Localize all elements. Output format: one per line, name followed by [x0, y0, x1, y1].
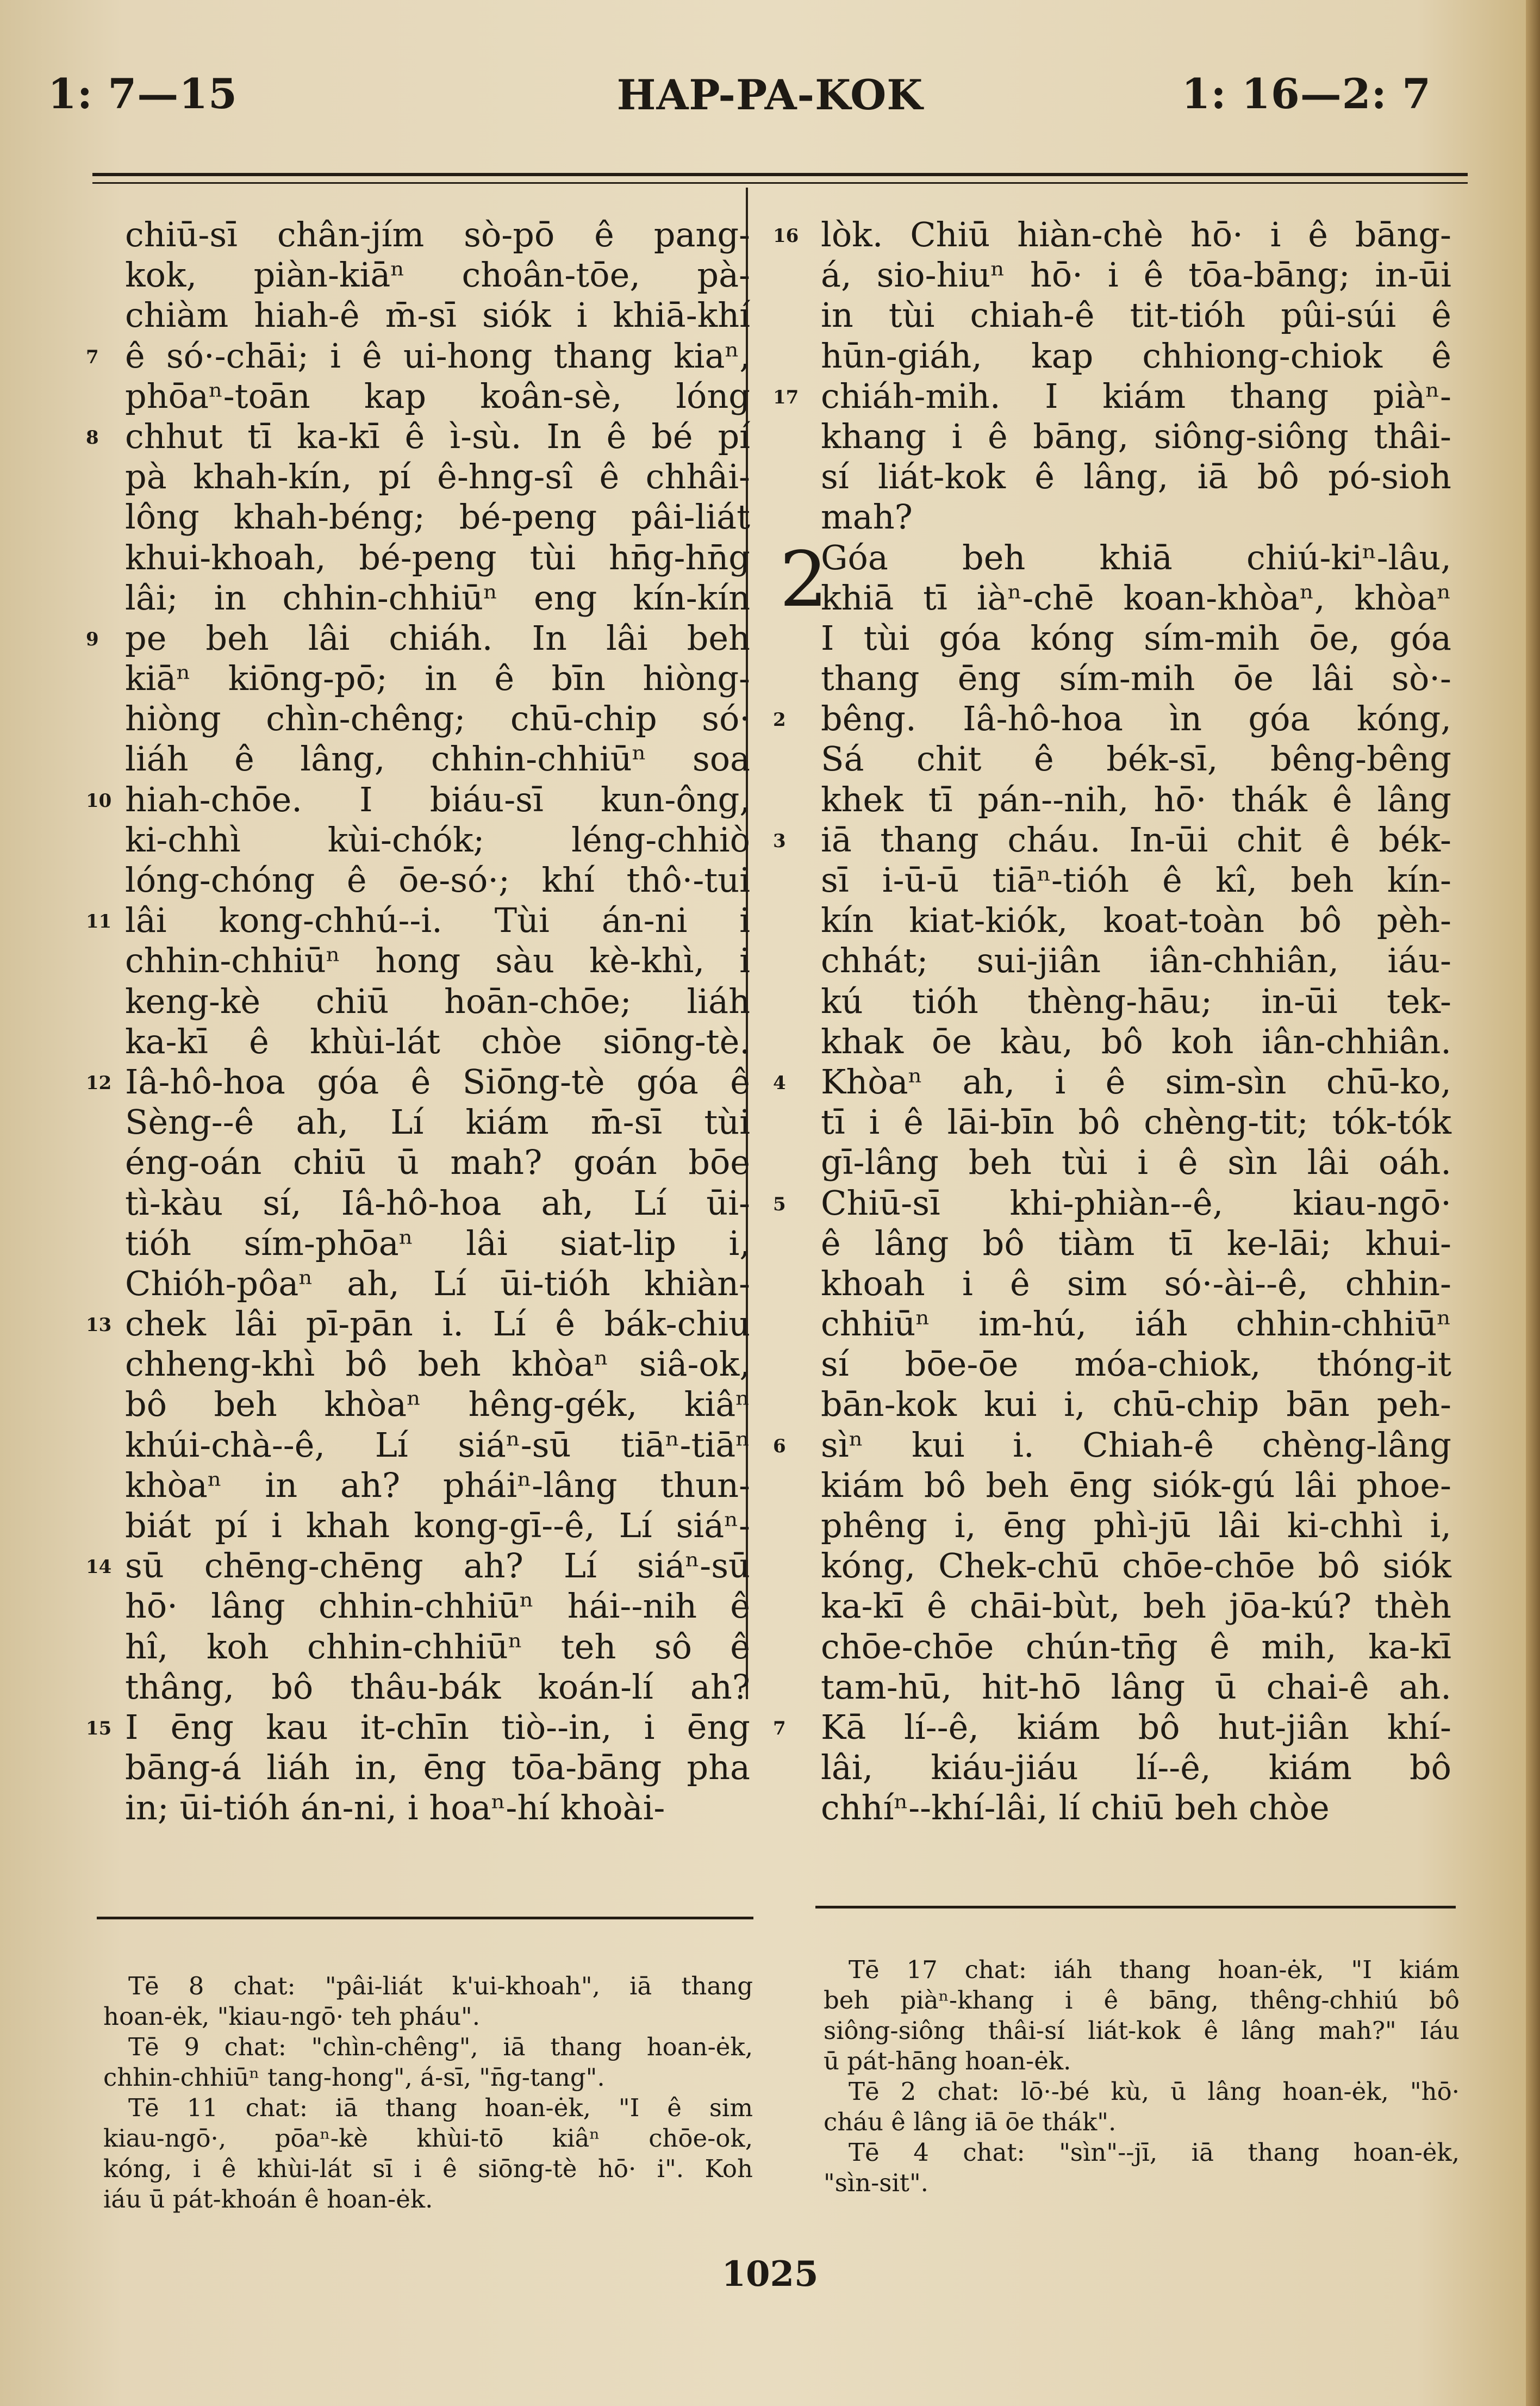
line-text: á, sio-hiuⁿ hō· i ê tōa-bāng; in-ūi [821, 255, 1451, 295]
line-text: bān-kok kui i, chū-chip bān peh- [821, 1384, 1451, 1425]
line-text: bāng-á liáh in, ēng tōa-bāng pha [125, 1748, 750, 1788]
text-line [821, 336, 1451, 376]
line-text: hūn-giáh, kap chhiong-chiok ê [821, 335, 1451, 376]
line-text: mah? [821, 497, 913, 537]
text-line [125, 1102, 750, 1142]
text-line [773, 1425, 1451, 1465]
text-line [773, 376, 1451, 416]
line-text: bêng. Iâ-hô-hoa ìn góa kóng, [821, 699, 1451, 739]
text-line [125, 941, 750, 981]
line-text: ê lâng bô tiàm tī ke-lāi; khui- [821, 1223, 1451, 1263]
footnote-line: cháu ê lâng iā ōe thák". [824, 2107, 1117, 2136]
footnote-line: "sìn-sit". [824, 2168, 928, 2197]
line-text: chiáh-mih. I kiám thang piàⁿ- [821, 376, 1451, 416]
line-text: Iâ-hô-hoa góa ê Siōng-tè góa ê [125, 1061, 750, 1102]
left-column-text [86, 215, 750, 1846]
text-line [125, 1465, 750, 1506]
line-text: thâng, bô thâu-bák koán-lí ah? [125, 1667, 750, 1707]
line-text: kiāⁿ kiōng-pō; in ê bīn hiòng- [125, 658, 750, 699]
line-text: sí liát-kok ê lâng, iā bô pó-sioh [821, 457, 1451, 497]
line-text: ki-chhì kùi-chók; léng-chhiò [125, 819, 750, 860]
line-text: hiah-chōe. I biáu-sī kun-ông, [125, 779, 750, 819]
line-text: lâi, kiáu-jiáu lí--ê, kiám bô [821, 1748, 1451, 1788]
text-line [821, 1506, 1451, 1546]
text-line [125, 981, 750, 1022]
text-line [821, 1264, 1451, 1304]
text-line [773, 1183, 1451, 1223]
line-text: pe beh lâi chiáh. In lâi beh [125, 618, 750, 658]
footnote-line: Tē 11 chat: iā thang hoan-ėk, "I ê sim [128, 2093, 753, 2122]
text-line [821, 618, 1451, 658]
line-text: kok, piàn-kiāⁿ choân-tōe, pà- [125, 255, 750, 295]
text-line [125, 1264, 750, 1304]
text-line [821, 658, 1451, 699]
line-text: phêng i, ēng phì-jū lâi ki-chhì i, [821, 1506, 1451, 1545]
verse-number: 5 [773, 1193, 786, 1215]
text-line [125, 457, 750, 497]
line-text: khang i ê bāng, siông-siông thâi- [821, 416, 1451, 456]
text-line [86, 1304, 750, 1344]
line-text: Góa beh khiā chiú-kiⁿ-lâu, [821, 537, 1451, 577]
text-line [125, 578, 750, 618]
text-line [125, 1748, 750, 1788]
text-line [773, 819, 1451, 860]
text-line [86, 1546, 750, 1586]
text-line [86, 900, 750, 941]
footnote-line: Tē 8 chat: "pâi-liát k'ui-khoah", iā thang [128, 1972, 753, 2000]
verse-number: 15 [86, 1717, 112, 1739]
text-line [86, 335, 750, 376]
running-head-right: 1: 16—2: 7 [1181, 70, 1431, 118]
text-line [821, 416, 1451, 457]
text-line [125, 1022, 750, 1062]
footnotes-left [103, 1971, 753, 2215]
text-line [125, 1506, 750, 1546]
text-line [125, 1667, 750, 1707]
text-line [821, 1022, 1451, 1062]
text-line [821, 1465, 1451, 1506]
text-line [125, 658, 750, 699]
line-text: chhut tī ka-kī ê ì-sù. In ê bé pí [125, 416, 750, 456]
text-line [125, 1183, 750, 1223]
text-line [821, 900, 1451, 941]
line-text: keng-kè chiū hoān-chōe; liáh [125, 981, 750, 1021]
right-column-text [773, 215, 1451, 1846]
text-line [773, 1707, 1451, 1748]
header-rule-thick [92, 173, 1468, 176]
header-rule-thin [92, 182, 1468, 184]
line-text: sī i-ū-ū tiāⁿ-tióh ê kî, beh kín- [821, 860, 1451, 900]
text-line [125, 699, 750, 739]
line-text: khòaⁿ in ah? pháiⁿ-lâng thun- [125, 1465, 750, 1505]
text-line [821, 1627, 1451, 1667]
line-text: chek lâi pī-pān i. Lí ê bák-chiu [125, 1304, 750, 1344]
text-line [125, 215, 750, 255]
line-text: Kā lí--ê, kiám bô hut-jiân khí- [821, 1707, 1451, 1747]
line-text: bô beh khòaⁿ hêng-gék, kiâⁿ [125, 1384, 750, 1425]
line-text: I tùi góa kóng sím-mih ōe, góa [821, 618, 1451, 658]
text-line [125, 1788, 750, 1828]
text-line [125, 1425, 750, 1465]
line-text: khak ōe kàu, bô koh iân-chhiân. [821, 1021, 1451, 1061]
line-text: lóng-chóng ê ōe-só·; khí thô·-tui [125, 860, 750, 900]
text-line [125, 1223, 750, 1264]
footnote-line: kóng, i ê khùi-lát sī i ê siōng-tè hō· i". Koh [103, 2154, 753, 2183]
text-line [125, 538, 750, 578]
text-line [821, 1102, 1451, 1142]
footnote-line: iáu ū pát-khoán ê hoan-ėk. [103, 2185, 433, 2214]
line-text: in tùi chiah-ê tit-tióh pûi-súi ê [821, 295, 1451, 335]
line-text: chiū-sī chân-jím sò-pō ê pang- [125, 215, 750, 254]
line-text: phōaⁿ-toān kap koân-sè, lóng [125, 376, 750, 416]
text-line [125, 739, 750, 779]
text-line [821, 1748, 1451, 1788]
footnote-line: Tē 2 chat: lō·-bé kù, ū lâng hoan-ėk, "hō· [849, 2077, 1460, 2106]
text-line [125, 295, 750, 335]
verse-number: 6 [773, 1435, 786, 1457]
line-text: kú tióh thèng-hāu; in-ūi tek- [821, 981, 1451, 1021]
text-line [821, 1223, 1451, 1264]
text-line [821, 981, 1451, 1022]
text-line [773, 1061, 1451, 1102]
text-line [821, 578, 1451, 618]
text-line [125, 1142, 750, 1183]
footnote-rule-left [97, 1917, 753, 1919]
verse-number: 11 [86, 911, 112, 933]
page-number: 1025 [721, 2254, 819, 2295]
line-text: thang ēng sím-mih ōe lâi sò·- [821, 658, 1451, 699]
verse-number: 3 [773, 830, 786, 852]
text-line [821, 1586, 1451, 1626]
line-text: tī i ê lāi-bīn bô chèng-tit; tók-tók [821, 1102, 1451, 1142]
text-line [125, 1384, 750, 1425]
footnote-line: Tē 17 chat: iáh thang hoan-ėk, "I kiám [849, 1955, 1460, 1984]
line-text: lòk. Chiū hiàn-chè hō· i ê bāng- [821, 215, 1451, 254]
line-text: liáh ê lâng, chhin-chhiūⁿ soa [125, 739, 750, 779]
line-text: lông khah-béng; bé-peng pâi-liát [125, 497, 750, 537]
footnote-line: siông-siông thâi-sí liát-kok ê lâng mah?" Iáu [824, 2016, 1460, 2045]
line-text: khúi-chà--ê, Lí siáⁿ-sū tiāⁿ-tiāⁿ [125, 1425, 750, 1465]
verse-number: 10 [86, 789, 112, 812]
line-text: sìⁿ kui i. Chiah-ê chèng-lâng [821, 1425, 1451, 1465]
line-text: gī-lâng beh tùi i ê sìn lâi oáh. [821, 1142, 1451, 1183]
line-text: chheng-khì bô beh khòaⁿ siâ-ok, [125, 1344, 750, 1384]
footnote-line: kiau-ngō·, pōaⁿ-kè khùi-tō kiâⁿ chōe-ok, [103, 2124, 753, 2153]
line-text: Khòaⁿ ah, i ê sim-sìn chū-ko, [821, 1061, 1451, 1102]
text-line [773, 215, 1451, 255]
footnote-line: chhin-chhiūⁿ tang-hong", á-sī, "n̄g-tang". [103, 2063, 605, 2092]
line-text: biát pí i khah kong-gī--ê, Lí siáⁿ- [125, 1506, 750, 1545]
text-line [821, 1667, 1451, 1707]
text-line [125, 860, 750, 900]
verse-number: 13 [86, 1314, 112, 1336]
footnotes-right [824, 1955, 1460, 2198]
text-line [821, 780, 1451, 820]
line-text: chhíⁿ--khí-lâi, lí chiū beh chòe [821, 1788, 1330, 1828]
verse-number: 12 [86, 1072, 112, 1094]
text-line [821, 457, 1451, 497]
line-text: Sá chit ê bék-sī, bêng-bêng [821, 739, 1451, 779]
text-line [821, 941, 1451, 981]
verse-number: 2 [773, 709, 786, 731]
line-text: lâi kong-chhú--i. Tùi án-ni i [125, 900, 750, 941]
line-text: khiā tī iàⁿ-chē koan-khòaⁿ, khòaⁿ [821, 577, 1451, 618]
line-text: éng-oán chiū ū mah? goán bōe [125, 1142, 750, 1183]
text-line [125, 820, 750, 860]
verse-number: 17 [773, 386, 799, 408]
line-text: tì-kàu sí, Iâ-hô-hoa ah, Lí ūi- [125, 1183, 750, 1223]
text-line [821, 295, 1451, 335]
running-head-left: 1: 7—15 [48, 70, 238, 118]
line-text: Sèng--ê ah, Lí kiám m̄-sī tùi [125, 1102, 750, 1142]
line-text: sū chēng-chēng ah? Lí siáⁿ-sū [125, 1546, 750, 1586]
text-line [86, 1061, 750, 1102]
line-text: kiám bô beh ēng siók-gú lâi phoe- [821, 1465, 1451, 1505]
text-line [821, 1304, 1451, 1344]
line-text: hō· lâng chhin-chhiūⁿ hái--nih ê [125, 1586, 750, 1626]
verse-number: 14 [86, 1556, 112, 1578]
line-text: pà khah-kín, pí ê-hng-sî ê chhâi- [125, 457, 750, 497]
text-line [125, 1627, 750, 1667]
line-text: ka-kī ê chāi-bùt, beh jōa-kú? thèh [821, 1586, 1451, 1626]
line-text: kóng, Chek-chū chōe-chōe bô siók [821, 1546, 1451, 1586]
text-line [125, 376, 750, 416]
text-line [821, 860, 1451, 900]
line-text: chiàm hiah-ê m̄-sī siók i khiā-khí [125, 295, 750, 335]
text-line [821, 1788, 1451, 1828]
footnote-line: ū pát-hāng hoan-ėk. [824, 2047, 1071, 2075]
footnote-rule-right [815, 1906, 1456, 1908]
text-line [773, 699, 1451, 739]
line-text: chhát; sui-jiân iân-chhiân, iáu- [821, 941, 1451, 981]
text-line [821, 1546, 1451, 1586]
text-line [125, 497, 750, 537]
footnote-line: beh piàⁿ-khang i ê bāng, thêng-chhiú bô [824, 1986, 1460, 2015]
line-text: chhin-chhiūⁿ hong sàu kè-khì, i [125, 941, 750, 981]
line-text: tam-hū, hit-hō lâng ū chai-ê ah. [821, 1667, 1451, 1707]
footnote-line: Tē 9 chat: "chìn-chêng", iā thang hoan-ėk, [128, 2032, 753, 2061]
line-text: chōe-chōe chún-tn̄g ê mih, ka-kī [821, 1626, 1451, 1667]
verse-number: 8 [86, 426, 99, 449]
text-line [821, 497, 1451, 537]
line-text: khui-khoah, bé-peng tùi hn̄g-hn̄g [125, 537, 750, 577]
line-text: in; ūi-tióh án-ni, i hoaⁿ-hí khoài- [125, 1788, 665, 1828]
line-text: chhiūⁿ im-hú, iáh chhin-chhiūⁿ [821, 1304, 1451, 1344]
verse-number: 7 [86, 346, 99, 368]
text-line [125, 1586, 750, 1626]
page-edge [1526, 0, 1540, 2406]
line-text: lâi; in chhin-chhiūⁿ eng kín-kín [125, 577, 750, 618]
line-text: tióh sím-phōaⁿ lâi siat-lip i, [125, 1223, 750, 1263]
footnote-line: hoan-ėk, "kiau-ngō· teh pháu". [103, 2002, 481, 2031]
verse-number: 7 [773, 1717, 786, 1739]
line-text: ka-kī ê khùi-lát chòe siōng-tè. [125, 1021, 750, 1061]
line-text: khoah i ê sim só·-ài--ê, chhin- [821, 1263, 1451, 1303]
footnote-line: Tē 4 chat: "sìn"--jī, iā thang hoan-ėk, [849, 2138, 1460, 2167]
book-title: HAP-PA-KOK [616, 71, 924, 119]
text-line [125, 255, 750, 295]
chapter-number: 2 [780, 535, 828, 624]
verse-number: 9 [86, 628, 99, 650]
verse-number: 4 [773, 1072, 786, 1094]
line-text: iā thang cháu. In-ūi chit ê bék- [821, 819, 1451, 860]
text-line [821, 1142, 1451, 1183]
text-line [821, 1384, 1451, 1425]
line-text: sí bōe-ōe móa-chiok, thóng-it [821, 1344, 1451, 1384]
line-text: Chióh-pôaⁿ ah, Lí ūi-tióh khiàn- [125, 1263, 750, 1303]
line-text: kín kiat-kiók, koat-toàn bô pèh- [821, 900, 1451, 941]
text-line [821, 739, 1451, 779]
text-line [86, 618, 750, 658]
line-text: khek tī pán--nih, hō· thák ê lâng [821, 779, 1451, 819]
text-line [86, 779, 750, 820]
text-line [821, 1344, 1451, 1384]
verse-number: 16 [773, 225, 799, 247]
line-text: ê só·-chāi; i ê ui-hong thang kiaⁿ, [125, 335, 750, 376]
line-text: hî, koh chhin-chhiūⁿ teh sô ê [125, 1626, 750, 1667]
text-line [821, 255, 1451, 295]
line-text: hiòng chìn-chêng; chū-chip só· [125, 699, 750, 739]
text-line [86, 416, 750, 457]
line-text: I ēng kau it-chīn tiò--in, i ēng [125, 1707, 750, 1747]
text-line [86, 1707, 750, 1748]
line-text: Chiū-sī khi-phiàn--ê, kiau-ngō· [821, 1183, 1451, 1223]
text-line [125, 1344, 750, 1384]
